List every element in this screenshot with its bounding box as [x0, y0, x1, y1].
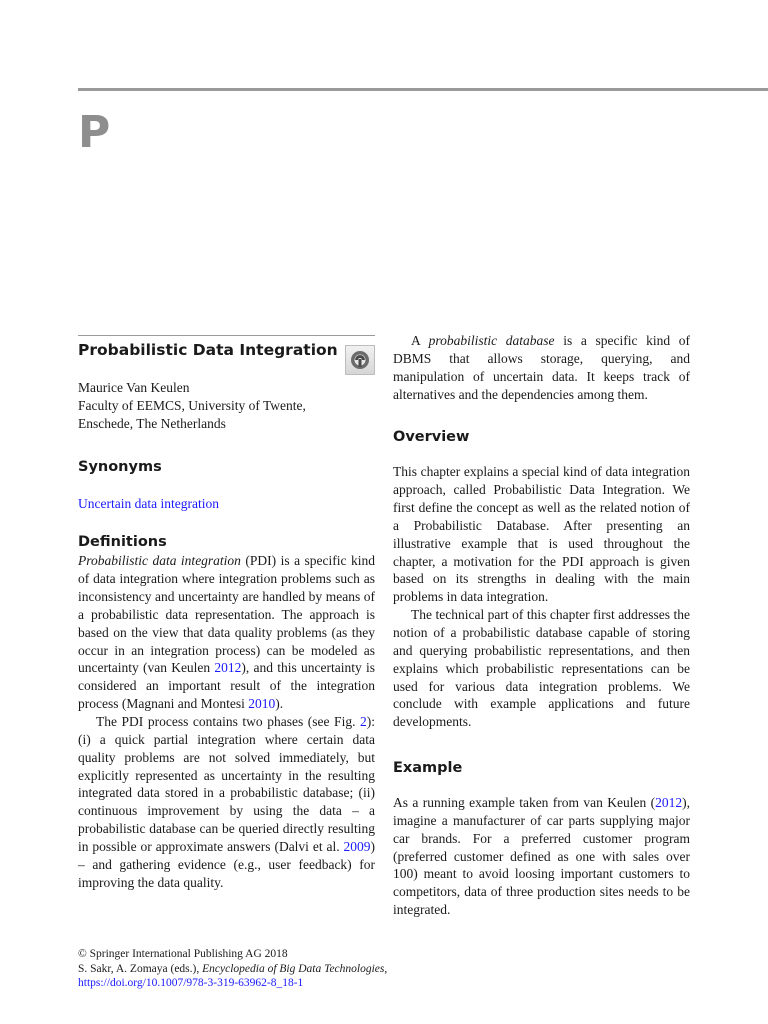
title-row	[78, 339, 375, 369]
example-heading: Example	[393, 760, 463, 777]
definitions-heading: Definitions	[78, 534, 167, 551]
affiliation-line: Enschede, The Netherlands	[78, 415, 226, 431]
intro-paragraph: A probabilistic database is a specific kind of DBMS that allows storage, querying, and manipulation of uncertain data. It keeps track of alternatives and the dependencies among them.	[393, 333, 690, 402]
definitions-paragraph: Probabilistic data integration (PDI) is a specific kind of data integration where integration problems such as inconsistency and uncertainty are handled by means of a probabilistic data representation. The approach is based on the view that data quality problems (as they occur in an integration process) can be modeled as uncertainty (van Keulen 2012), and this uncertainty is considered an important result of the integration process (Magnani and Montesi 2010).	[78, 553, 375, 712]
doi-link[interactable]: https://doi.org/10.1007/978-3-319-63962-8_18-1	[78, 977, 304, 989]
term: probabilistic database	[428, 333, 555, 348]
citation-link[interactable]: 2010	[248, 696, 276, 712]
citation-link[interactable]: 2009	[343, 838, 371, 854]
author-name: Maurice Van Keulen	[78, 380, 190, 395]
entry-title: Probabilistic Data Integration	[78, 341, 338, 359]
book-title: Encyclopedia of Big Data Technologies	[202, 962, 385, 975]
citation-link[interactable]: 2012	[655, 795, 683, 811]
synonym-link[interactable]: Uncertain data integration	[78, 495, 219, 511]
term: Probabilistic data integration	[78, 553, 241, 569]
column-rule	[78, 335, 375, 336]
top-rule	[78, 88, 768, 91]
copyright-line: © Springer International Publishing AG 2018	[78, 948, 288, 960]
left-column	[78, 339, 375, 891]
overview-paragraph: The technical part of this chapter first addresses the notion of a probabilistic database capable of storing and querying probabilistic representations, and then explains which probabilistic representations can be used for various data integration problems. We conclude with example applications and future developments.	[393, 607, 690, 730]
overview-heading: Overview	[393, 429, 470, 446]
section-letter: P	[78, 107, 111, 158]
example-paragraph: As a running example taken from van Keulen (2012), imagine a manufacturer of car parts supplying major car brands. For a preferred customer program (preferred customer defined as one with sales over 100) meant to avoid loosing important customers to competitors, data of three production sites needs to be integrated.	[393, 795, 690, 918]
crossmark-icon[interactable]	[345, 345, 375, 375]
overview-paragraph: This chapter explains a special kind of data integration approach, called Probabilistic Data Integration. We first define the concept as well as the related notion of a Probabilistic Database. After presenting an illustrative example that is used throughout the chapter, a motivation for the PDI approach is given based on its strengths in dealing with the main problems in data integration.	[393, 464, 690, 605]
affiliation-line: Faculty of EEMCS, University of Twente,	[78, 397, 306, 413]
definitions-paragraph: The PDI process contains two phases (see Fig. 2): (i) a quick partial integration where certain data quality problems are not solved immediately, but explicitly represented as uncertainty in the resulting integrated data stored in a probabilistic database; (ii) continuous improvement by using the data – a probabilistic database can be queried directly resulting in possible or approximate answers (Dalvi et al. 2009) – and gathering evidence (e.g., user feedback) for improving the data quality.	[78, 713, 375, 890]
footer	[78, 947, 498, 991]
synonyms-heading: Synonyms	[78, 458, 162, 475]
citation-line: S. Sakr, A. Zomaya (eds.), Encyclopedia of Big Data Technologies,	[78, 962, 388, 975]
citation-link[interactable]: 2012	[214, 660, 242, 676]
right-column	[393, 332, 690, 919]
figure-link[interactable]: 2	[360, 713, 367, 729]
